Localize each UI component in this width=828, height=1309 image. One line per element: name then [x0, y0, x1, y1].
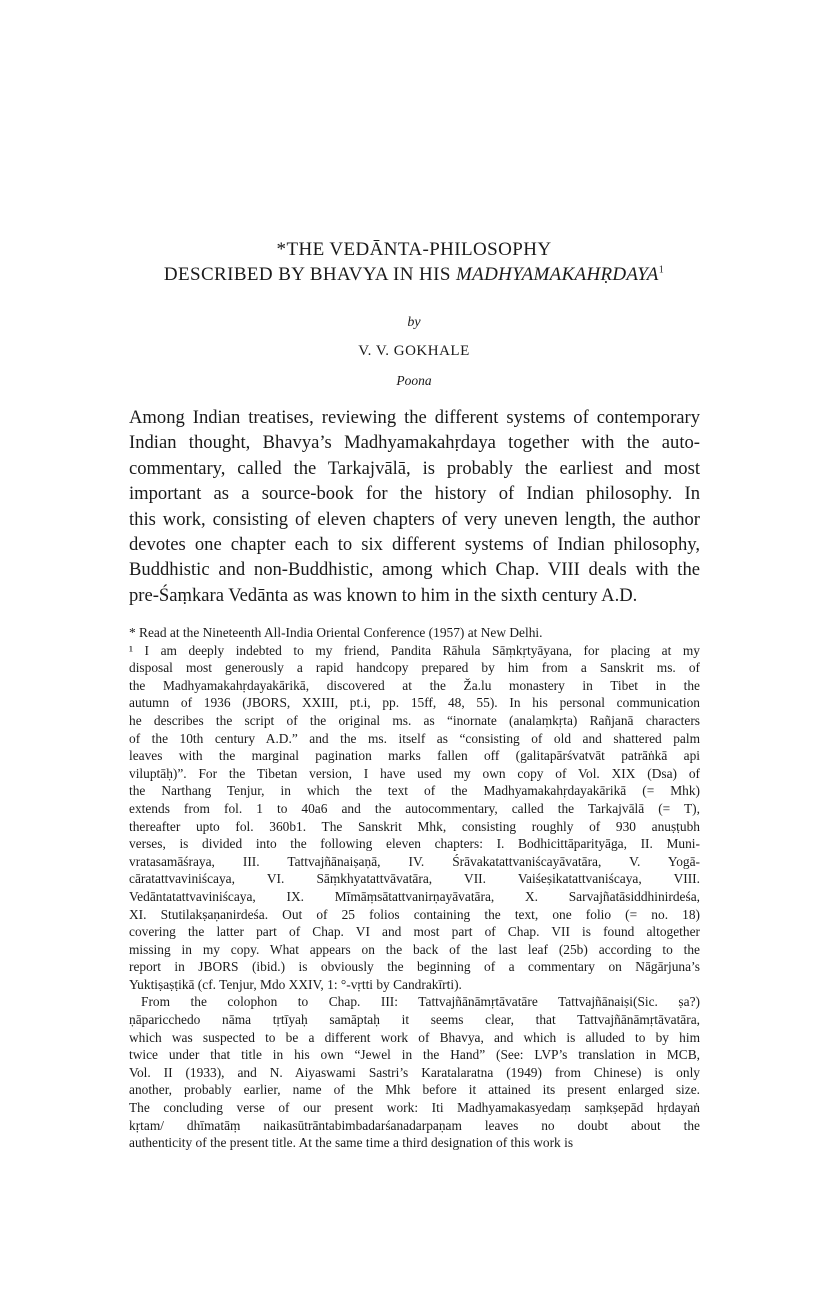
- footnote-line: From the colophon to Chap. III: Tattvajñānāmṛtāvatāre Tattvajñānaiṣi(Sic. ṣa?): [141, 994, 700, 1010]
- footnote-1: [129, 642, 700, 994]
- footnote-line: he describes the script of the original ms. as “inornate (analaṃkṛta) Rañjanā characters: [129, 712, 700, 728]
- footnote-star: * Read at the Nineteenth All-India Oriental Conference (1957) at New Delhi.: [129, 625, 543, 640]
- abstract-line: Among Indian treatises, reviewing the different systems of contemporary: [129, 407, 700, 428]
- byline-by: by: [407, 315, 421, 330]
- footnote-line: viluptāḥ)”. For the Tibetan version, I have used my own copy of Vol. XIX (Dsa) of: [129, 765, 700, 781]
- footnote-line: vratasamāśraya, III. Tattvajñānaiṣaṇā, IV. Śrāvakatattvaniścayāvatāra, V. Yogā-: [129, 853, 700, 869]
- abstract-line: pre-Śaṃkara Vedānta as was known to him in the sixth century A.D.: [129, 584, 638, 606]
- footnote-line: the Narthang Tenjur, in which the text of the Madhyamakahṛdayakārikā (= Mhk): [129, 783, 700, 799]
- footnote-line: disposal most generously a rapid handcopy prepared by him from a Sanskrit ms. of: [129, 660, 700, 676]
- author-affiliation: Poona: [396, 373, 432, 388]
- title-prefix: DESCRIBED BY BHAVYA IN HIS: [163, 264, 457, 285]
- footnote-line: cāratattvaviniścaya, VI. Sāṃkhyatattvāvatāra, VII. Vaiśeṣikatattvaniścaya, VIII.: [129, 871, 700, 887]
- footnote-1-continuation: [129, 993, 700, 1151]
- footnote-line: another, probably earlier, name of the Mhk before it attained its present enlarged size.: [129, 1082, 700, 1098]
- footnote-line: leaves with the marginal pagination marks fallen off (galitapārśvatvāt patrāṅkā api: [129, 748, 700, 764]
- footnote-line: autumn of 1936 (JBORS, XXIII, pt.i, pp. 15ff, 48, 55). In his personal communication: [129, 695, 700, 711]
- footnote-line: authenticity of the present title. At the same time a third designation of this work is: [129, 1135, 574, 1151]
- footnote-line: missing in my copy. What appears on the back of the last leaf (25b) according to the: [129, 941, 700, 957]
- title-work-name: MADHYAMAKAHṚDAYA: [456, 264, 659, 285]
- footnote-line: which was suspected to be a different work of Bhavya, and which is alluded to by him: [129, 1029, 700, 1045]
- footnote-line: thereafter upto fol. 360b1. The Sanskrit Mhk, consisting roughly of 930 anuṣṭubh: [129, 818, 700, 834]
- footnote-line: ¹ I am deeply indebted to my friend, Pandita Rāhula Sāṃkṛtyāyana, for placing at my: [129, 642, 700, 658]
- footnote-line: Vedāntatattvaviniścaya, IX. Mīmāṃsātattvanirṇayāvatāra, X. Sarvajñatāsiddhinirdeśa,: [129, 888, 700, 904]
- abstract-line: Buddhistic and non-Buddhistic, among which Chap. VIII deals with the: [129, 559, 700, 581]
- abstract-line: important as a source-book for the history of Indian philosophy. In: [129, 483, 700, 505]
- abstract-line: this work, consisting of eleven chapters of very uneven length, the author: [129, 508, 700, 530]
- footnote-line: kṛtam/ dhīmatāṃ naikasūtrāntabimbadarśanadarpaṇam leaves no doubt about the: [129, 1117, 700, 1133]
- article-title-line-2: [100, 262, 728, 288]
- footnotes: [129, 624, 700, 1152]
- footnote-line: of the 10th century A.D.” and the ms. itself as “consisting of old and shattered palm: [129, 730, 700, 746]
- footnote-line: ṇāparicchedo nāma tṛtīyaḥ samāptaḥ it seems clear, that Tattvajñānāmṛtāvatāra,: [129, 1012, 700, 1028]
- abstract-paragraph: [129, 405, 700, 608]
- footnote-line: extends from fol. 1 to 40a6 and the autocommentary, called the Tarkajvālā (= T),: [129, 800, 700, 816]
- abstract-line: devotes one chapter each to six different systems of Indian philosophy,: [129, 534, 700, 556]
- footnote-line: XI. Stutilakṣaṇanirdeśa. Out of 25 folios containing the text, one folio (= no. 18): [129, 906, 700, 922]
- abstract-line: commentary, called the Tarkajvālā, is probably the earliest and most: [129, 457, 700, 479]
- footnote-line: covering the latter part of Chap. VI and most part of Chap. VII is found altogether: [129, 924, 700, 940]
- footnote-line: The concluding verse of our present work: Iti Madhyamakasyedaṃ saṃkṣepād hṛdayaṅ: [129, 1100, 700, 1116]
- article-title-line-1: *THE VEDĀNTA-PHILOSOPHY: [276, 239, 552, 260]
- footnote-line: verses, is divided into the following eleven chapters: I. Bodhicittāparityāga, II. Muni-: [129, 836, 700, 852]
- abstract-line: Indian thought, Bhavya’s Madhyamakahṛdaya together with the auto-: [129, 432, 700, 454]
- footnote-line: Vol. II (1933), and N. Aiyaswami Sastri’s Karatalaratna (1949) from Chinese) is only: [129, 1064, 700, 1080]
- footnote-line: report in JBORS (ibid.) is obviously the beginning of a commentary on Nāgārjuna’s: [129, 959, 700, 975]
- title-footnote-mark: 1: [658, 264, 665, 276]
- footnote-line: twice under that title in his own “Jewel in the Hand” (See: LVP’s translation in MCB,: [129, 1047, 700, 1063]
- footnote-line: the Madhyamakahṛdayakārikā, discovered at the Ža.lu monastery in Tibet in the: [129, 677, 700, 693]
- footnote-line: Yuktiṣaṣṭikā (cf. Tenjur, Mdo XXIV, 1: °-vṛtti by Candrakīrti).: [129, 976, 462, 992]
- author-name: V. V. GOKHALE: [358, 343, 470, 359]
